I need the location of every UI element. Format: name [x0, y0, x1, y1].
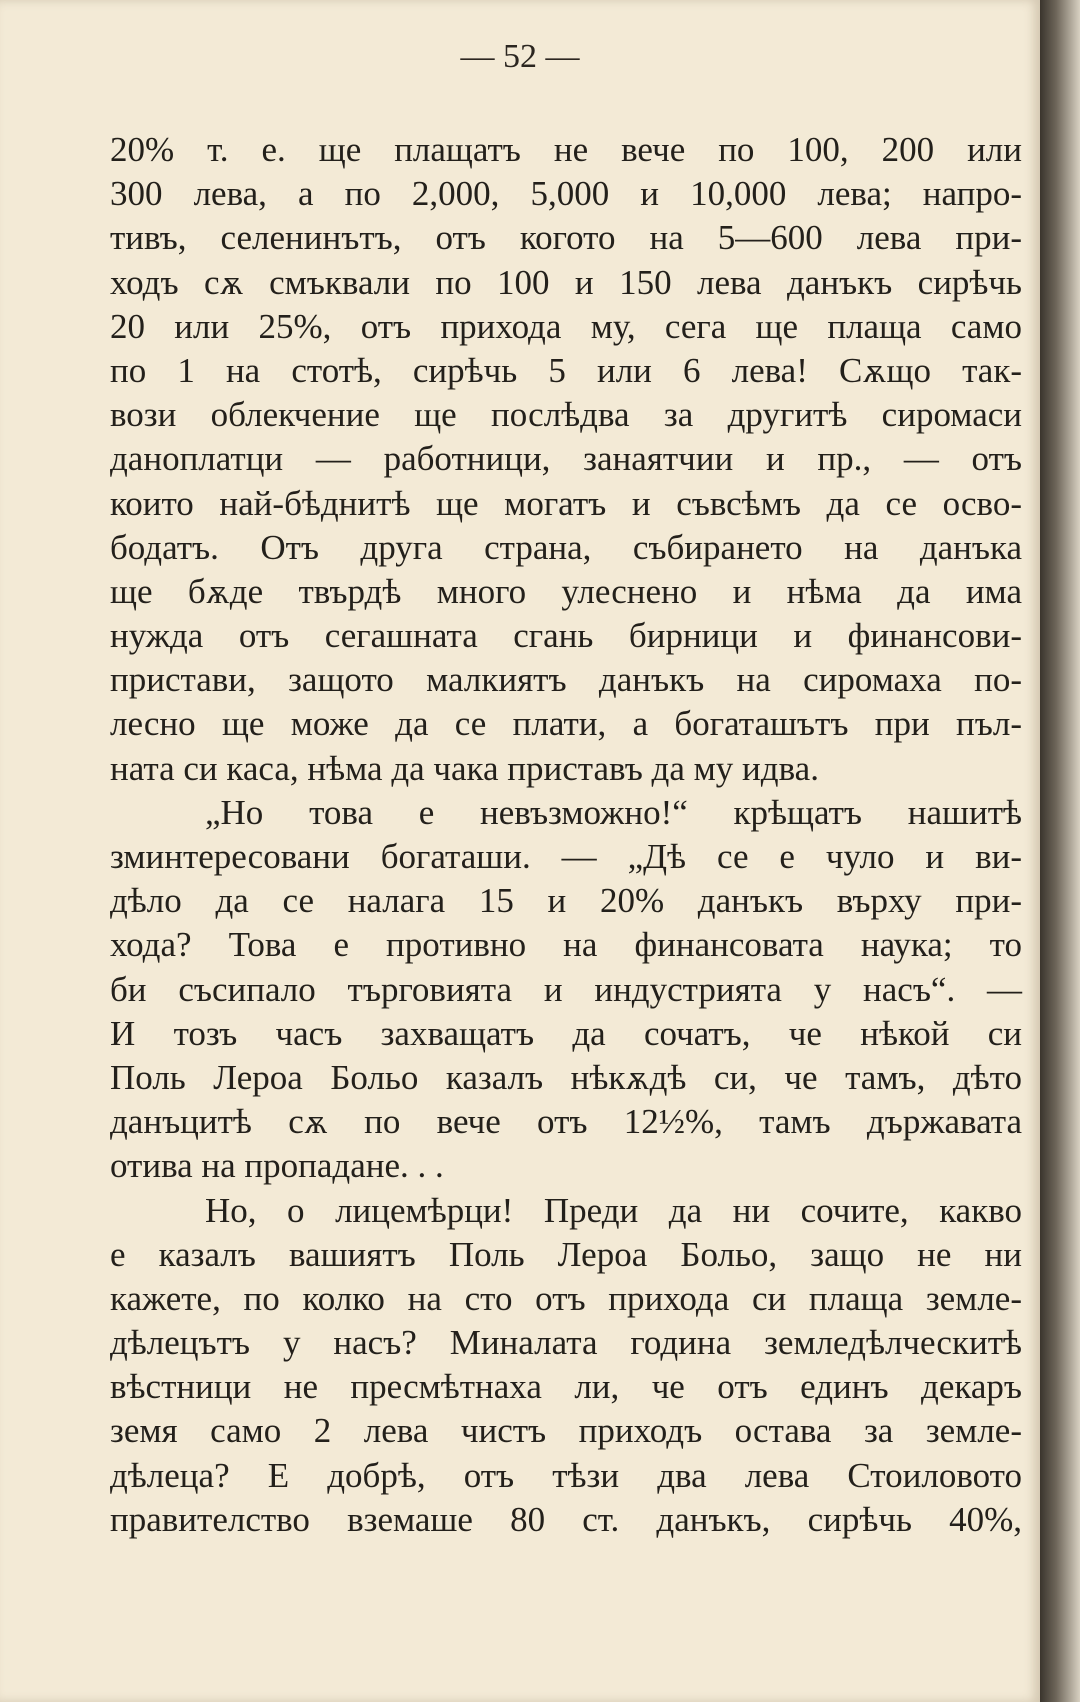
text-line: данoплатци — работници, занаятчии и пр., — отъ	[110, 439, 1022, 479]
text-line: лесно ще може да се плати, а богаташътъ при пъл-	[110, 704, 1022, 744]
text-line: 20 или 25%, отъ прихода му, сега ще плаща само	[110, 306, 1022, 346]
text-line: дѣло да се налага 15 и 20% данъкъ върху при-	[110, 881, 1022, 921]
text-line: данъцитѣ сѫ по вече отъ 12½%, тамъ държавата	[110, 1102, 1022, 1142]
text-line: кажете, по колко на сто отъ прихода си плаща земле-	[110, 1278, 1022, 1318]
text-line: тивъ, селенинътъ, отъ когото на 5—600 лева при-	[110, 218, 1022, 258]
text-line: бодатъ. Отъ друга страна, събирането на данъка	[110, 527, 1022, 567]
text-line: зминтересовани богаташи. — „Дѣ се е чуло и ви-	[110, 837, 1022, 876]
body-text	[110, 128, 1022, 1542]
text-line: Но, о лицемѣрци! Преди да ни сочите, какво	[205, 1190, 1022, 1230]
text-line: правителство вземаше 80 ст. данъкъ, сирѣчь 40%,	[110, 1499, 1022, 1539]
text-line: Поль Лероа Больо казалъ нѣкѫдѣ си, че тамъ, дѣто	[110, 1057, 1022, 1097]
book-spine-edge	[1040, 0, 1080, 1702]
text-line: отива на пропадане. . .	[110, 1146, 444, 1186]
text-line: дѣлеца? Е добрѣ, отъ тѣзи два лева Стоиловото	[110, 1455, 1022, 1495]
text-line: земя само 2 лева чистъ приходъ остава за земле-	[110, 1411, 1022, 1451]
text-line: хода? Това е противно на финансовата наука; то	[110, 925, 1022, 965]
text-line: нужда отъ сегашната сгань бирници и финансови-	[110, 616, 1022, 656]
text-line: 20% т. е. ще плащатъ не вече по 100, 200 или	[110, 130, 1022, 169]
text-line: които най-бѣднитѣ ще могатъ и съвсѣмъ да се осво-	[110, 483, 1022, 523]
text-line: е казалъ вашиятъ Поль Лероа Больо, защо не ни	[110, 1234, 1022, 1274]
text-line: „Но това е невъзможно!“ крѣщатъ нашитѣ	[205, 792, 1022, 832]
text-line: вози облекчение ще послѣдва за другитѣ сиромаси	[110, 395, 1022, 435]
text-line: ще бѫде твърдѣ много улеснено и нѣма да има	[110, 571, 1022, 611]
text-line: 300 лева, а по 2,000, 5,000 и 10,000 лева; напро-	[110, 174, 1022, 214]
text-line: ходъ сѫ смъквали по 100 и 150 лева данъкъ сирѣчь	[110, 262, 1022, 302]
text-line: пристави, защото малкиятъ данъкъ на сиромаха по-	[110, 660, 1022, 700]
text-line: би съсипало търговията и индустрията у насъ“. —	[110, 969, 1022, 1009]
text-line: дѣлецътъ у насъ? Миналата година земледѣлческитѣ	[110, 1323, 1022, 1363]
text-line: ната си каса, нѣма да чака приставъ да му идва.	[110, 748, 819, 788]
page-number: — 52 —	[460, 38, 580, 75]
text-line: по 1 на стотѣ, сирѣчь 5 или 6 лева! Сѫщо так-	[110, 350, 1022, 390]
text-line: вѣстници не пресмѣтнаха ли, че отъ единъ декаръ	[110, 1367, 1022, 1407]
text-line: И тозъ часъ захващатъ да сочатъ, че нѣкой си	[110, 1013, 1022, 1053]
